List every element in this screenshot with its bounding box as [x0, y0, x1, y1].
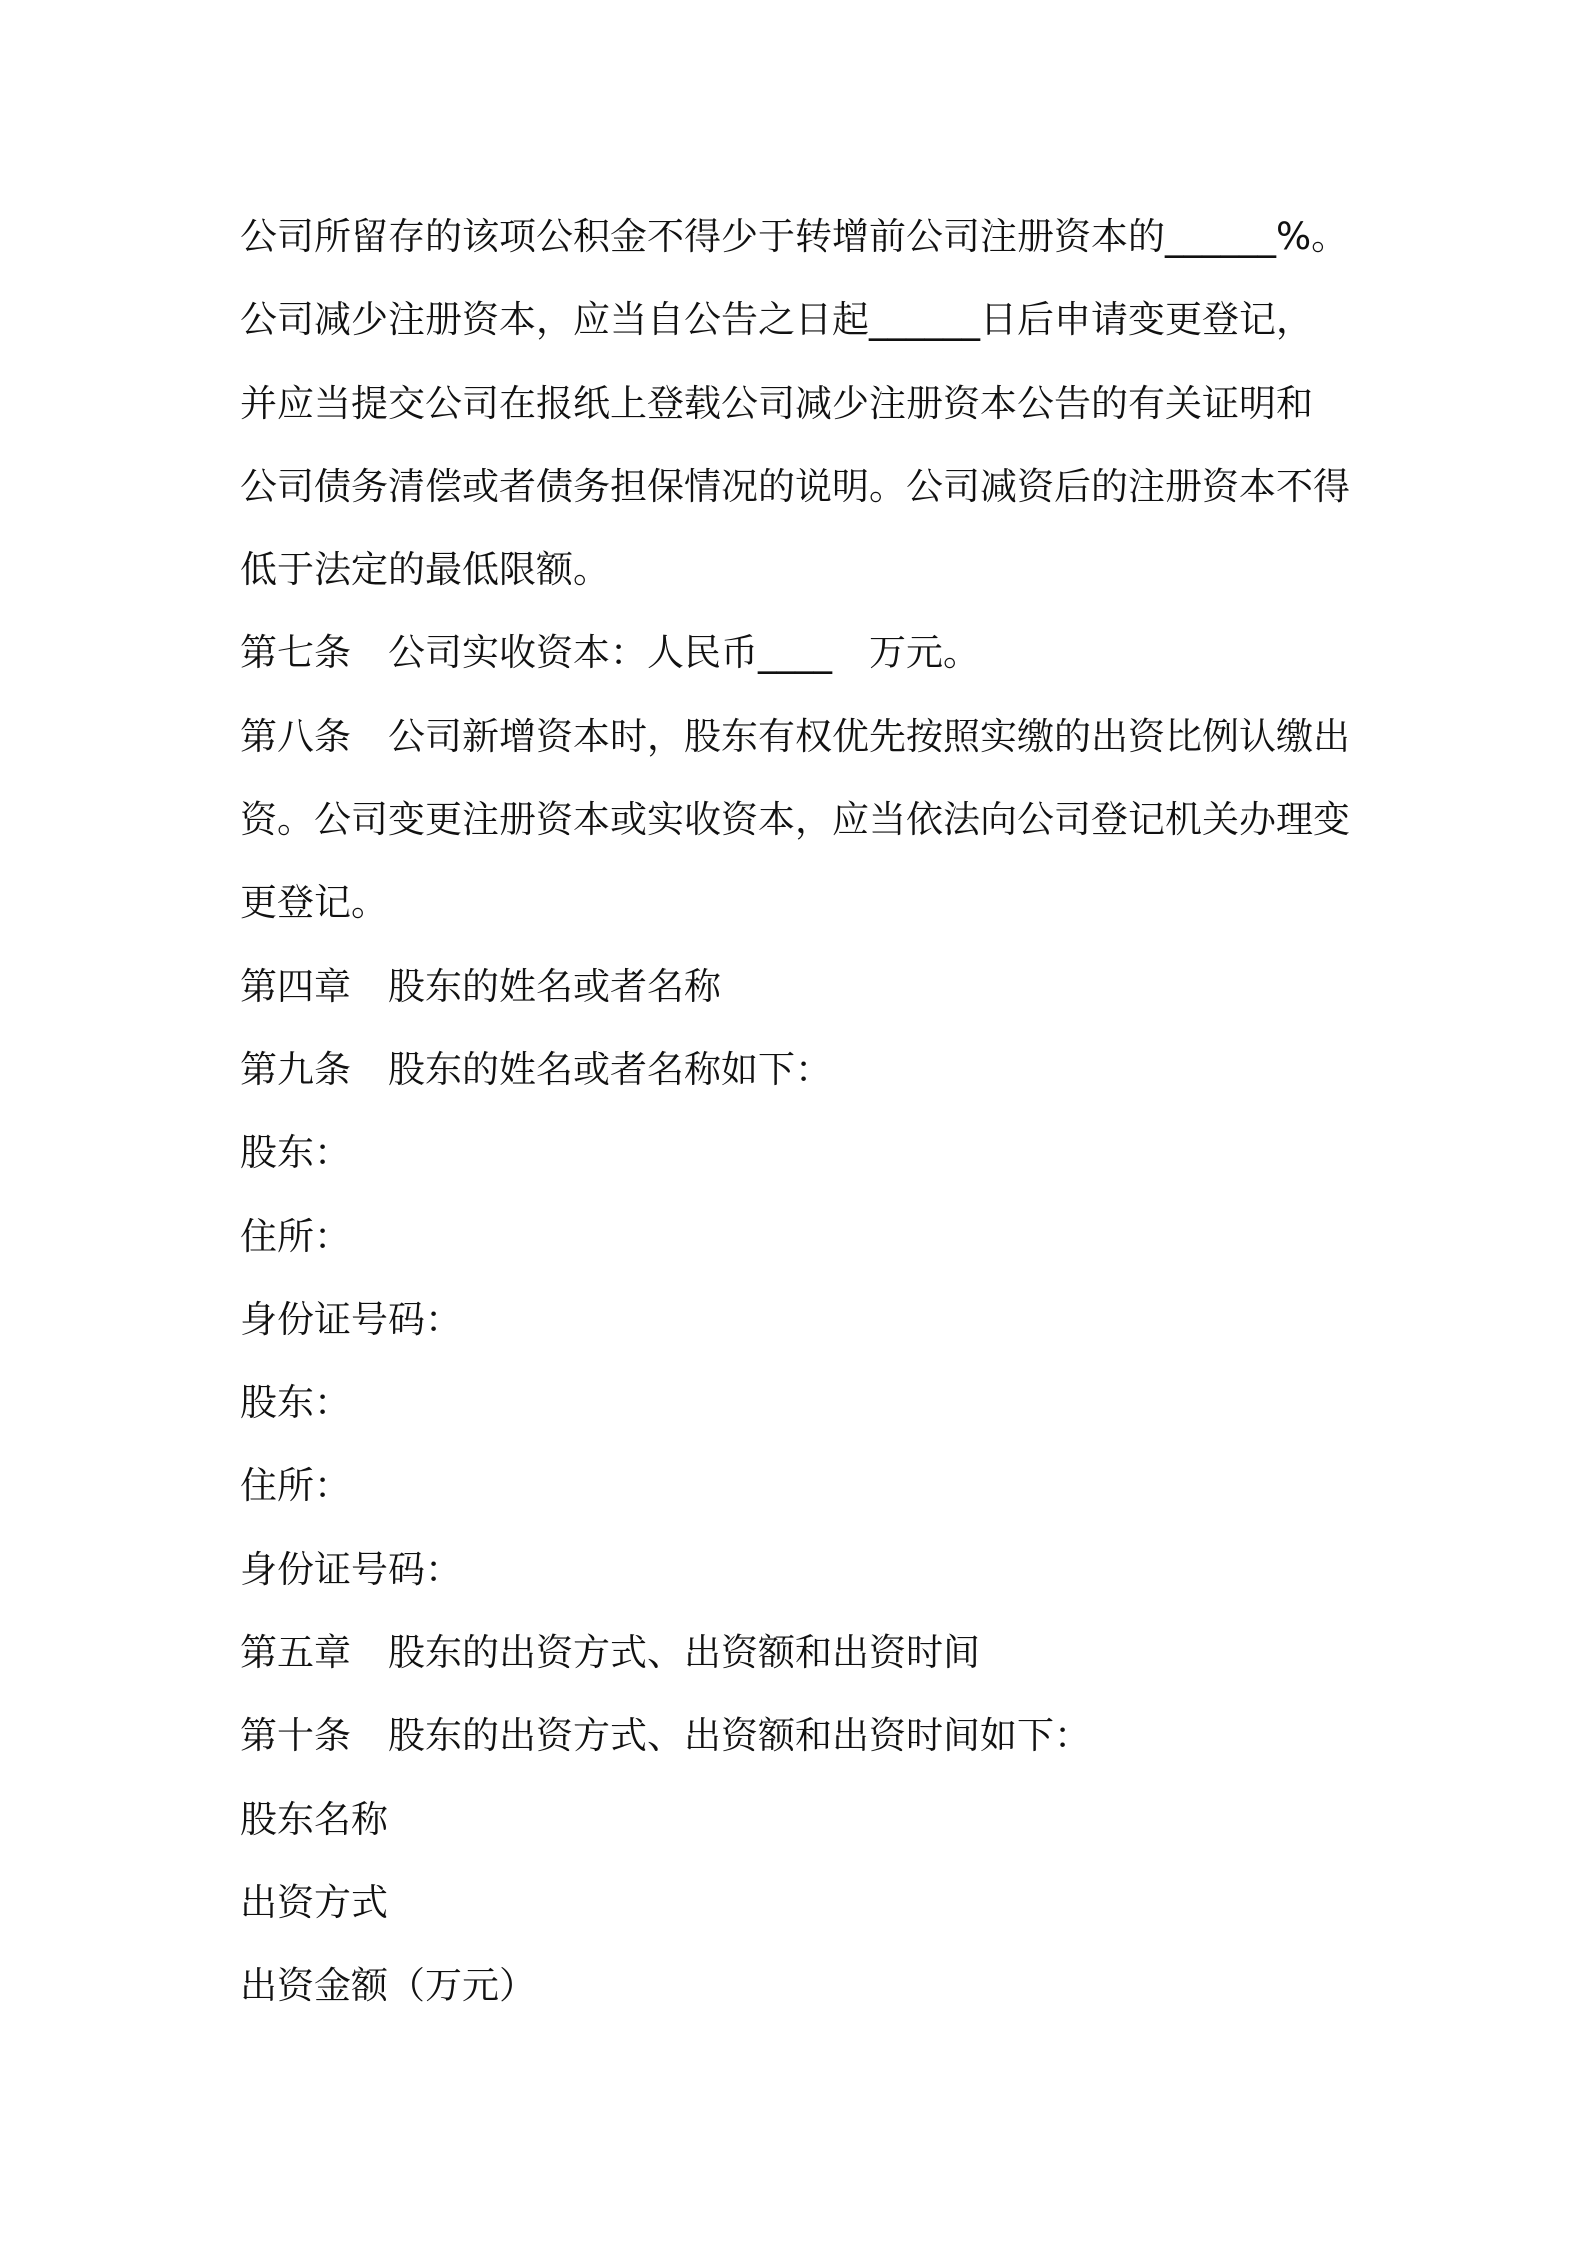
- address-label: 住所：: [240, 1214, 351, 1258]
- paragraph-line: 低于法定的最低限额。: [240, 548, 610, 592]
- shareholder-label: 股东：: [240, 1131, 351, 1175]
- article-7: 第七条 公司实收资本：人民币____ 万元。: [240, 631, 980, 675]
- chapter-5-heading: 第五章 股东的出资方式、出资额和出资时间: [240, 1631, 980, 1675]
- chapter-4-heading: 第四章 股东的姓名或者名称: [240, 964, 721, 1008]
- paragraph-line: 公司债务清偿或者债务担保情况的说明。公司减资后的注册资本不得: [240, 464, 1350, 508]
- paragraph-line: 并应当提交公司在报纸上登载公司减少注册资本公告的有关证明和: [240, 381, 1313, 425]
- id-number-label: 身份证号码：: [240, 1547, 462, 1591]
- document-body: [240, 195, 1360, 2028]
- article-10: 第十条 股东的出资方式、出资额和出资时间如下：: [240, 1714, 1091, 1758]
- paragraph-line: 公司所留存的该项公积金不得少于转增前公司注册资本的______%。: [240, 215, 1349, 258]
- contribution-method-label: 出资方式: [240, 1880, 388, 1924]
- shareholder-name-label: 股东名称: [240, 1797, 388, 1841]
- article-8-line: 资。公司变更注册资本或实收资本，应当依法向公司登记机关办理变: [240, 798, 1350, 842]
- article-8-line: 第八条 公司新增资本时，股东有权优先按照实缴的出资比例认缴出: [240, 714, 1350, 758]
- article-9: 第九条 股东的姓名或者名称如下：: [240, 1047, 832, 1091]
- shareholder-label: 股东：: [240, 1381, 351, 1425]
- paragraph-line: 公司减少注册资本，应当自公告之日起______日后申请变更登记，: [240, 298, 1313, 342]
- contribution-amount-label: 出资金额（万元）: [240, 1964, 536, 2008]
- id-number-label: 身份证号码：: [240, 1297, 462, 1341]
- article-8-line: 更登记。: [240, 881, 388, 925]
- address-label: 住所：: [240, 1464, 351, 1508]
